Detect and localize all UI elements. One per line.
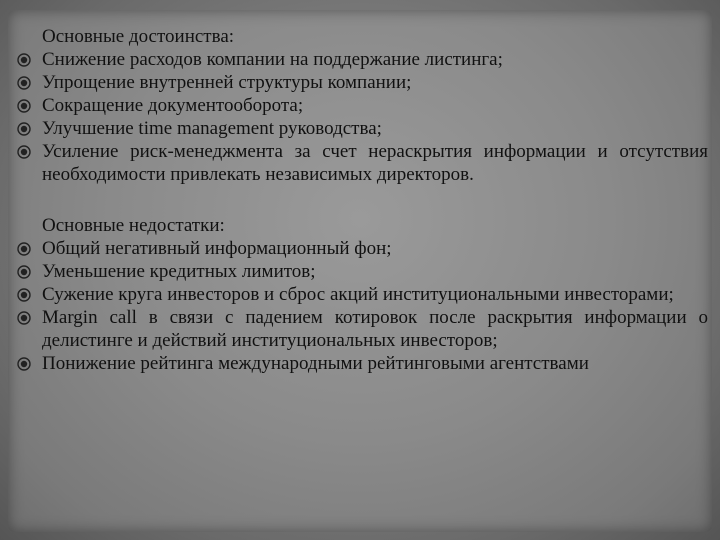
circle-bullet-icon [17, 288, 31, 302]
list-item-disadvantage [16, 237, 708, 260]
advantage-text: Улучшение time management руководства; [42, 118, 382, 139]
advantage-text: Усиление риск-менеджмента за счет нераскрытия информации и отсутствия необходимости привлекать независимых директоров. [42, 141, 708, 185]
list-item-advantage [16, 94, 708, 117]
list-item-disadvantage [16, 283, 708, 306]
disadvantages-heading: Основные недостатки: [42, 215, 225, 236]
section-spacer [16, 186, 708, 214]
disadvantage-text: Понижение рейтинга международными рейтинговыми агентствами [42, 353, 589, 374]
disadvantage-text: Общий негативный информационный фон; [42, 238, 392, 259]
circle-bullet-icon [17, 122, 31, 136]
circle-bullet-icon [17, 145, 31, 159]
disadvantage-text: Сужение круга инвесторов и сброс акций институциональными инвесторами; [42, 284, 674, 305]
list-item-disadvantage [16, 260, 708, 283]
list-item-advantage [16, 117, 708, 140]
circle-bullet-icon [17, 242, 31, 256]
list-item-disadvantage [16, 306, 708, 352]
disadvantage-text: Margin call в связи с падением котировок после раскрытия информации о делистинге и действий институциональных инвесторов; [42, 307, 708, 351]
circle-bullet-icon [17, 53, 31, 67]
list-item-advantage [16, 48, 708, 71]
advantage-text: Упрощение внутренней структуры компании; [42, 72, 412, 93]
circle-bullet-icon [17, 311, 31, 325]
circle-bullet-icon [17, 357, 31, 371]
slide-content [16, 25, 708, 375]
advantages-heading: Основные достоинства: [42, 26, 235, 47]
circle-bullet-icon [17, 76, 31, 90]
list-item-advantage [16, 71, 708, 94]
list-item-disadvantage [16, 352, 708, 375]
list-item-advantage [16, 140, 708, 186]
circle-bullet-icon [17, 99, 31, 113]
advantage-text: Снижение расходов компании на поддержание листинга; [42, 49, 503, 70]
advantage-text: Сокращение документооборота; [42, 95, 304, 116]
circle-bullet-icon [17, 265, 31, 279]
disadvantage-text: Уменьшение кредитных лимитов; [42, 261, 316, 282]
